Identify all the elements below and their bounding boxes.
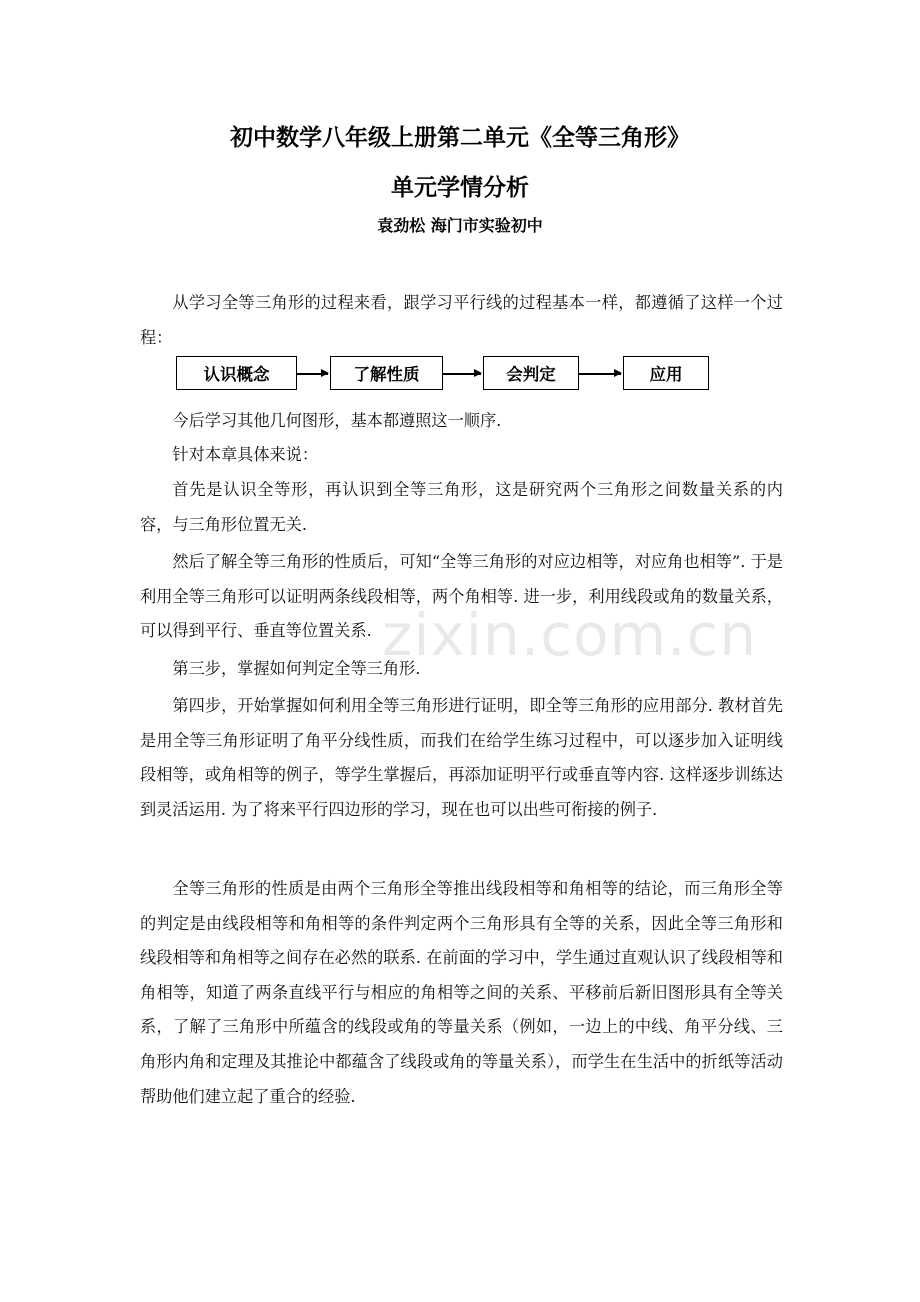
flow-step-determine: 会判定 — [483, 356, 579, 390]
paragraph-step-three: 第三步，掌握如何判定全等三角形. — [172, 659, 421, 678]
paragraph-intro: 从学习全等三角形的过程来看，跟学习平行线的过程基本一样，都遵循了这样一个过程： — [140, 293, 783, 347]
flow-arrow-icon — [579, 373, 621, 375]
document-title: 初中数学八年级上册第二单元《全等三角形》 — [230, 125, 690, 151]
paragraph-step-one: 首先是认识全等形，再认识到全等三角形，这是研究两个三角形之间数量关系的内容，与三角形位置无关. — [140, 480, 783, 534]
paragraph-properties-vs-criteria: 全等三角形的性质是由两个三角形全等推出线段相等和角相等的结论，而三角形全等的判定是由线段相等和角相等的条件判定两个三角形具有全等的关系，因此全等三角形和线段相等和角相等之间存在必然的联系. 在前面的学习中，学生通过直观认识了线段相等和角相等，知道了两条直线平行与相应的角相等之间的关系、平移前后新旧图形具有全等关系，了解了三角形中所蕴含的线段或角的等量关系（例如，一边上的中线、角平分线、三角形内角和定理及其推论中都蕴含了线段或角的等量关系），而学生在生活中的折纸等活动帮助他们建立起了重合的经验. — [140, 879, 783, 1106]
paragraph-step-two: 然后了解全等三角形的性质后，可知“全等三角形的对应边相等，对应角也相等”. 于是利用全等三角形可以证明两条线段相等，两个角相等. 进一步，利用线段或角的数量关系，可以得到平行、垂直等位置关系. — [140, 552, 783, 641]
paragraph-order: 今后学习其他几何图形，基本都遵照这一顺序. — [172, 411, 502, 430]
flow-arrow-icon — [443, 373, 481, 375]
flow-arrow-icon — [297, 373, 328, 375]
flow-step-concept: 认识概念 — [176, 356, 297, 390]
paragraph-step-four: 第四步，开始掌握如何利用全等三角形进行证明，即全等三角形的应用部分. 教材首先是用全等三角形证明了角平分线性质，而我们在给学生练习过程中，可以逐步加入证明线段相等，或角相等的例子，等学生掌握后，再添加证明平行或垂直等内容. 这样逐步训练达到灵活运用. 为了将来平行四边形的学习，现在也可以出些可衔接的例子. — [140, 696, 783, 819]
paragraph-chapter-intro: 针对本章具体来说： — [172, 445, 319, 464]
process-flow-diagram — [176, 356, 710, 394]
document-subtitle: 单元学情分析 — [391, 175, 529, 201]
watermark-text: zixin.com.cn — [382, 601, 758, 669]
flow-step-apply: 应用 — [623, 356, 709, 390]
author-line: 袁劲松 海门市实验初中 — [377, 216, 543, 235]
flow-step-properties: 了解性质 — [330, 356, 443, 390]
